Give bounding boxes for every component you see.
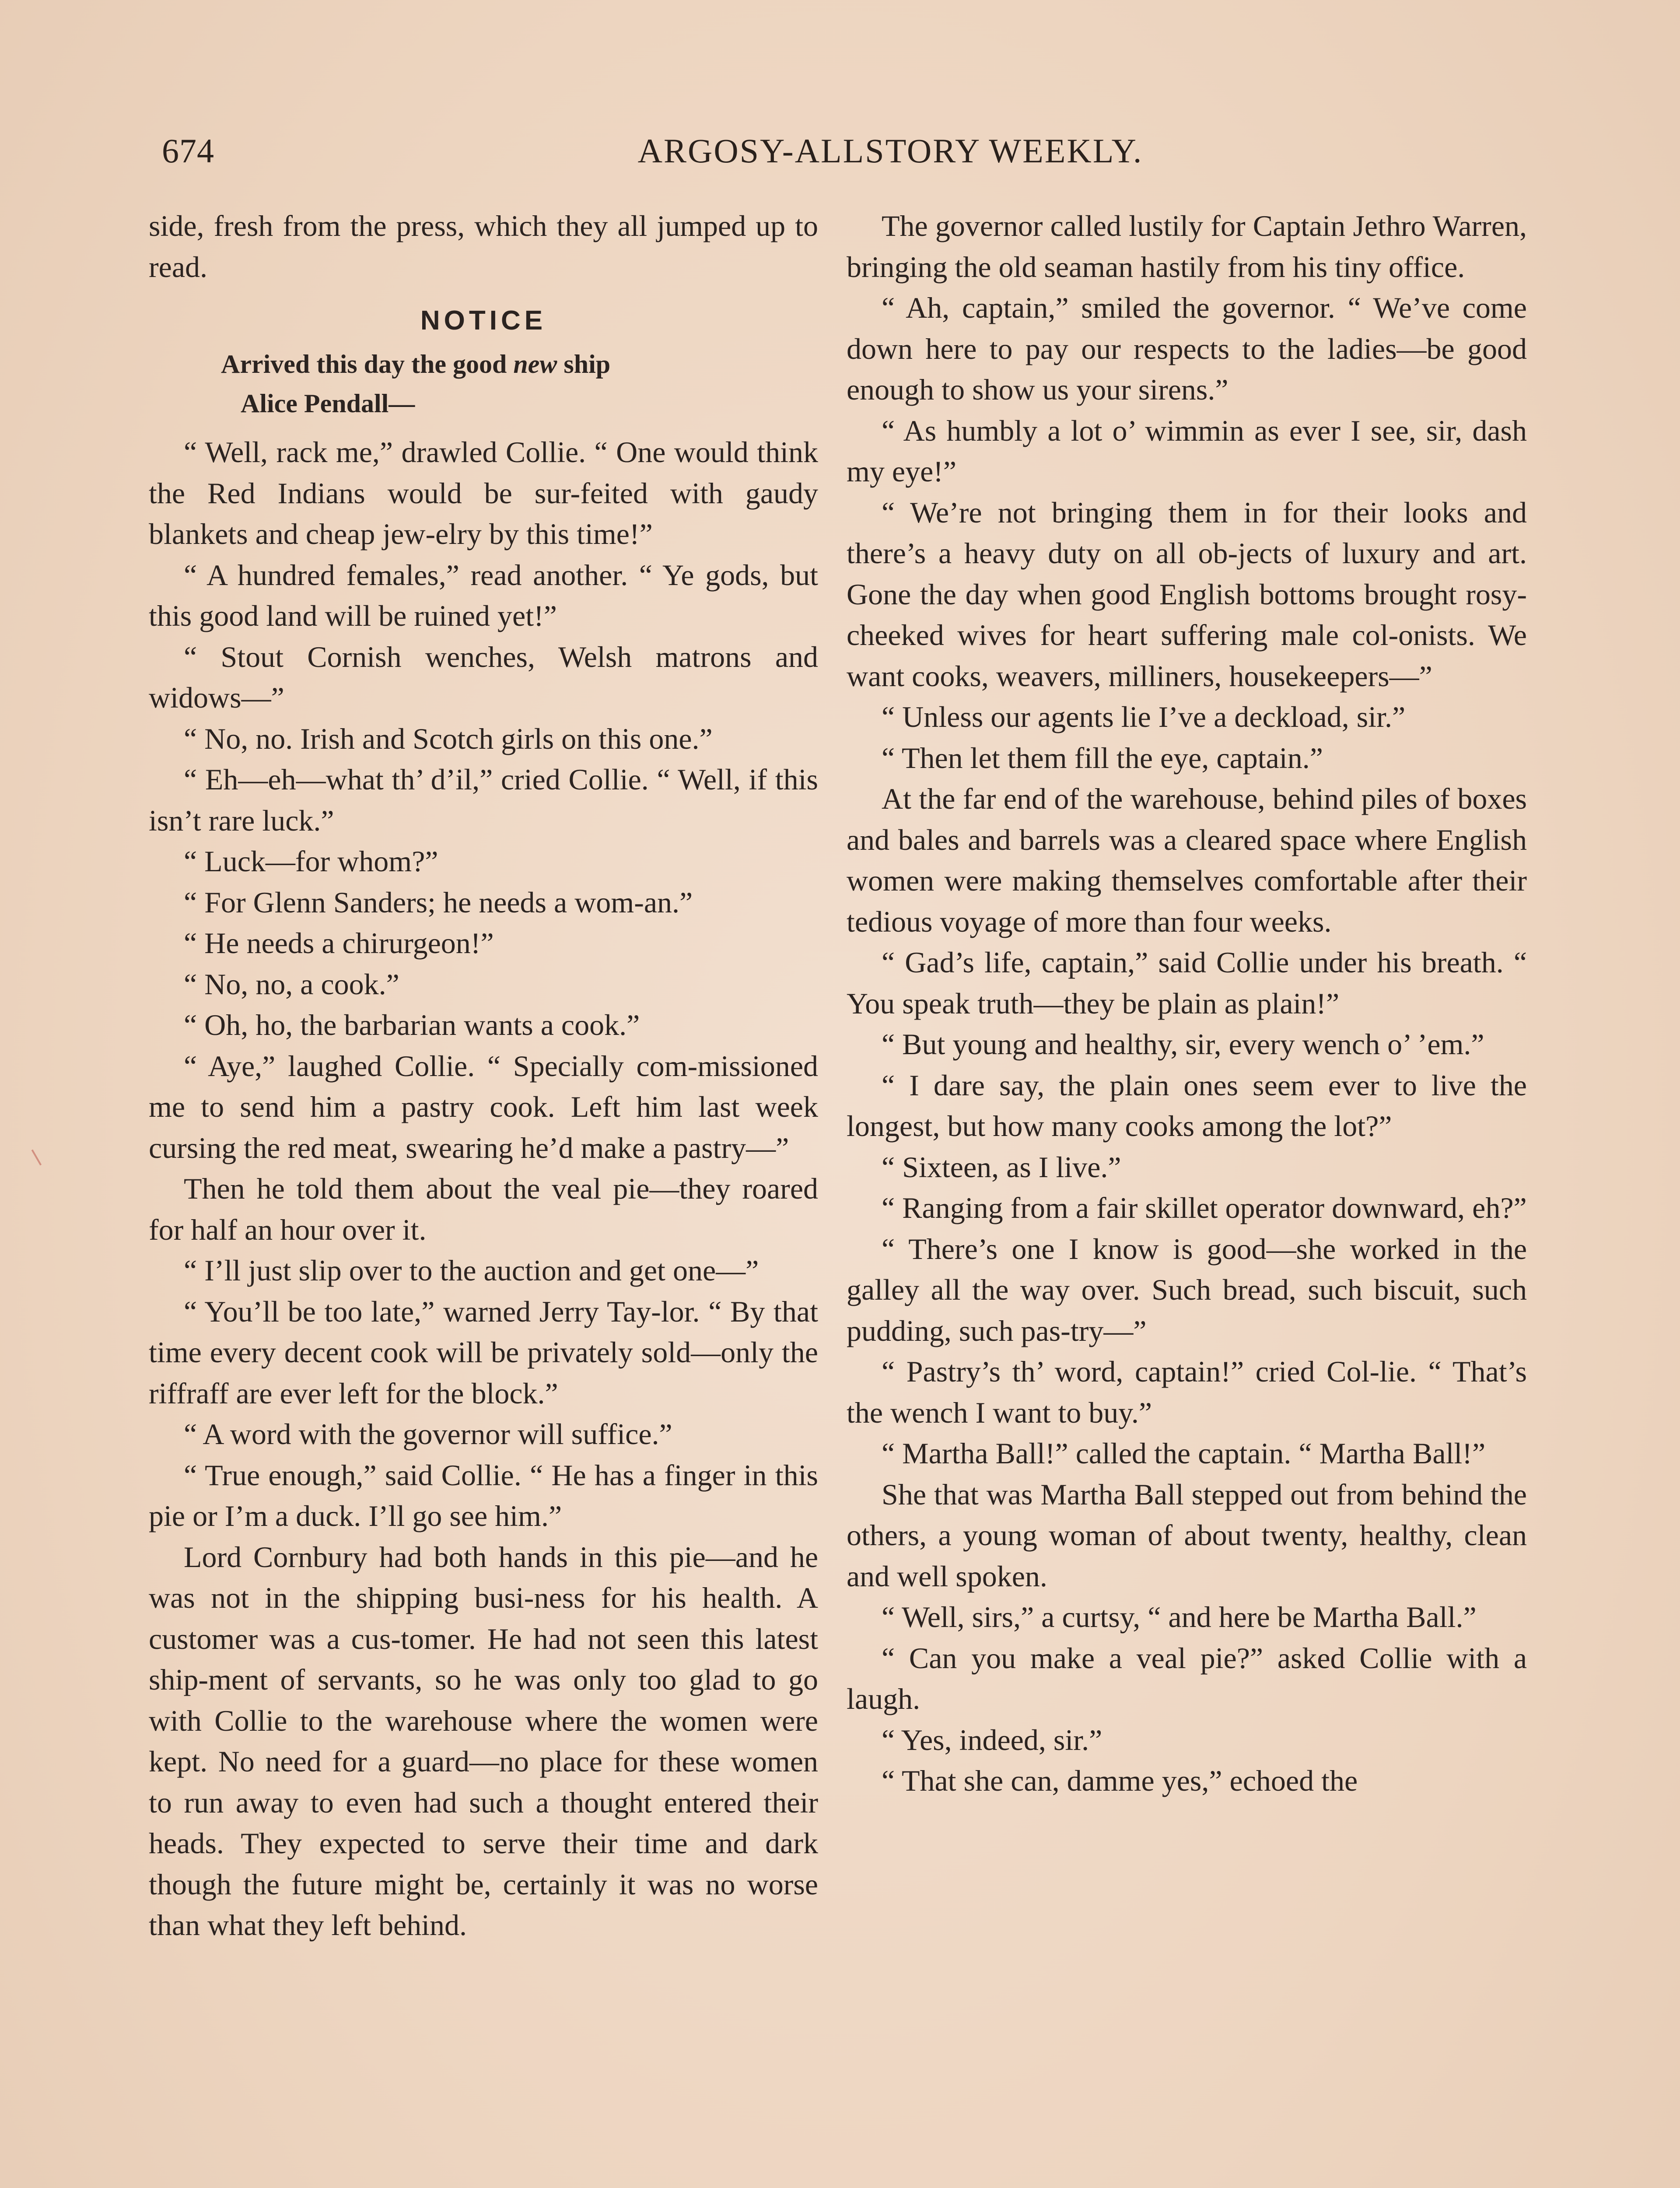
paragraph: “ Aye,” laughed Collie. “ Specially com-missioned me to send him a pastry cook. Left him last week cursing the red meat, swearing he’d make a pastry—” <box>149 1049 818 1164</box>
paragraph: “ Pastry’s th’ word, captain!” cried Col-lie. “ That’s the wench I want to buy.” <box>847 1355 1527 1429</box>
paragraph: “ Ah, captain,” smiled the governor. “ We’ve come down here to pay our respects to the ladies—be good enough to show us your sirens.” <box>847 291 1527 406</box>
paragraph: “ Gad’s life, captain,” said Collie under his breath. “ You speak truth—they be plain as plain!” <box>847 946 1527 1020</box>
paragraph: “ Oh, ho, the barbarian wants a cook.” <box>184 1008 640 1041</box>
paragraph: “ True enough,” said Collie. “ He has a finger in this pie or I’m a duck. I’ll go see him.” <box>149 1458 818 1532</box>
paragraph: “ Well, rack me,” drawled Collie. “ One would think the Red Indians would be sur-feited with gaudy blankets and cheap jew-elry by this time!” <box>149 435 818 551</box>
paragraph: “ That she can, damme yes,” echoed the <box>882 1764 1358 1797</box>
paragraph: “ He needs a chirurgeon!” <box>184 926 494 960</box>
paragraph: “ Stout Cornish wenches, Welsh matrons and widows—” <box>149 640 818 714</box>
notice-text: ship <box>557 350 611 379</box>
paragraph: “ Ranging from a fair skillet operator downward, eh?” <box>882 1191 1527 1224</box>
paragraph: “ Then let them fill the eye, captain.” <box>882 741 1323 775</box>
paragraph: “ No, no. Irish and Scotch girls on this one.” <box>184 722 713 755</box>
paragraph: “ As humbly a lot o’ wimmin as ever I see, sir, dash my eye!” <box>847 414 1527 488</box>
paragraph: Then he told them about the veal pie—they roared for half an hour over it. <box>149 1172 818 1246</box>
paragraph: “ Martha Ball!” called the captain. “ Martha Ball!” <box>882 1437 1486 1470</box>
paragraph: “ I’ll just slip over to the auction and get one—” <box>184 1254 759 1287</box>
notice-line <box>149 344 818 384</box>
paragraph: “ No, no, a cook.” <box>184 967 399 1001</box>
paragraph: “ We’re not bringing them in for their looks and there’s a heavy duty on all ob-jects of luxury and art. Gone the day when good English bottoms brought rosy-cheeked wives for heart suffering male col-onists. We want cooks, weavers, milliners, housekeepers—” <box>847 495 1527 693</box>
paragraph: “ A word with the governor will suffice.” <box>184 1417 672 1451</box>
paragraph: “ Sixteen, as I live.” <box>882 1150 1121 1184</box>
paragraph: “ Can you make a veal pie?” asked Collie with a laugh. <box>847 1641 1527 1715</box>
paragraph: “ Luck—for whom?” <box>184 845 438 878</box>
left-column <box>149 206 818 1946</box>
paragraph: “ I dare say, the plain ones seem ever to live the longest, but how many cooks among the lot?” <box>847 1068 1527 1143</box>
paragraph: She that was Martha Ball stepped out from behind the others, a young woman of about twenty, healthy, clean and well spoken. <box>847 1477 1527 1593</box>
page-header <box>149 131 1575 179</box>
paragraph: “ Unless our agents lie I’ve a deckload, sir.” <box>882 700 1406 733</box>
paragraph: “ Well, sirs,” a curtsy, “ and here be Martha Ball.” <box>882 1600 1477 1634</box>
paragraph: “ Yes, indeed, sir.” <box>882 1723 1102 1757</box>
notice-ship-name: Alice Pendall— <box>241 389 415 418</box>
paragraph: “ Eh—eh—what th’ d’il,” cried Collie. “ Well, if this isn’t rare luck.” <box>149 763 818 837</box>
notice-title: NOTICE <box>420 305 547 336</box>
page-number: 674 <box>162 132 214 170</box>
paragraph: The governor called lustily for Captain Jethro Warren, bringing the old seaman hastily from his tiny office. <box>847 209 1527 284</box>
paragraph: “ A hundred females,” read another. “ Ye gods, but this good land will be ruined yet!” <box>149 558 818 632</box>
paragraph: Lord Cornbury had both hands in this pie—and he was not in the shipping busi-ness for his health. A customer was a cus-tomer. He had not seen this latest ship-ment of servants, so he was only too glad to go with Collie to the warehouse where the women were kept. No need for a guard—no place for these women to run away to even had such a thought entered their heads. They expected to serve their time and dark though the future might be, certainly it was no worse than what they left behind. <box>149 1540 818 1942</box>
paper-mark <box>32 1145 49 1166</box>
paragraph: “ But young and healthy, sir, every wench o’ ’em.” <box>882 1027 1484 1061</box>
notice-text: Arrived this day the good <box>221 350 514 379</box>
paragraph: At the far end of the warehouse, behind piles of boxes and bales and barrels was a cleared space where English women were making themselves comfortable after their tedious voyage of more than four weeks. <box>847 782 1527 938</box>
notice-emphasis: new <box>513 350 557 379</box>
paragraph: “ For Glenn Sanders; he needs a wom-an.” <box>184 885 693 919</box>
paragraph: “ You’ll be too late,” warned Jerry Tay-lor. “ By that time every decent cook will be privately sold—only the riffraff are ever left for the block.” <box>149 1294 818 1410</box>
right-column <box>847 206 1527 1802</box>
paragraph: side, fresh from the press, which they all jumped up to read. <box>149 209 818 284</box>
paragraph: “ There’s one I know is good—she worked in the galley all the way over. Such bread, such biscuit, such pudding, such pas-try—” <box>847 1232 1527 1347</box>
running-title: ARGOSY-ALLSTORY WEEKLY. <box>637 132 1143 170</box>
